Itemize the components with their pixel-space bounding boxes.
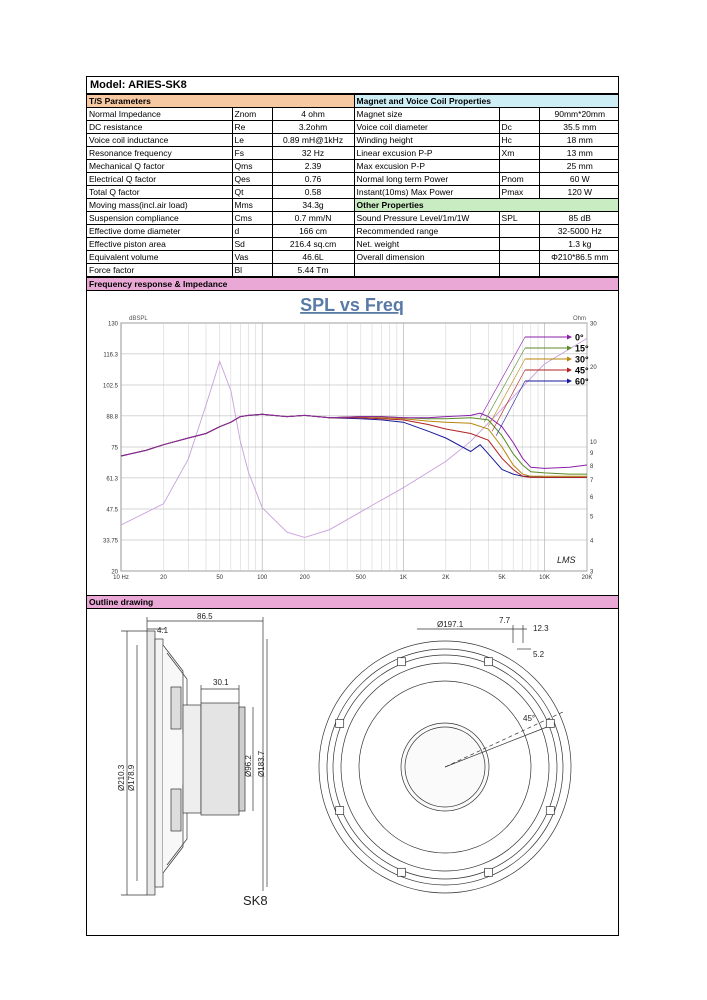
mounting-hole: [546, 719, 554, 727]
svg-text:Ø183.7: Ø183.7: [257, 750, 266, 777]
prop-symbol: Pmax: [499, 186, 539, 199]
ts-param-name: Force factor: [87, 264, 232, 277]
y-tick-label: 130: [107, 321, 118, 328]
prop-name: Max excusion P-P: [354, 160, 499, 173]
ts-param-symbol: Qes: [232, 173, 272, 186]
outline-drawing: [87, 609, 618, 917]
table-row: [87, 212, 619, 225]
prop-value: 32-5000 Hz: [539, 225, 619, 238]
svg-text:Ø210.3: Ø210.3: [117, 764, 126, 791]
ts-param-name: Resonance frequency: [87, 147, 232, 160]
y2-tick-label: 7: [590, 478, 594, 485]
x-tick-label: 5K: [498, 575, 506, 581]
ts-param-name: Normal Impedance: [87, 108, 232, 121]
mounting-hole: [485, 658, 493, 666]
model-drawing-label: SK8: [243, 893, 268, 908]
prop-name: Sound Pressure Level/1m/1W: [354, 212, 499, 225]
ts-param-value: 34.3g: [272, 199, 354, 212]
mounting-hole: [485, 868, 493, 876]
y-tick-label: 75: [111, 445, 118, 452]
y-tick-label: 102.5: [102, 383, 118, 390]
table-row: [87, 225, 619, 238]
y-tick-label: 88.8: [106, 414, 118, 421]
prop-value: 90mm*20mm: [539, 108, 619, 121]
model-title: Model: ARIES-SK8: [87, 77, 618, 94]
y2-tick-label: 6: [590, 494, 594, 501]
mounting-hole: [336, 807, 344, 815]
ts-param-name: Suspension compliance: [87, 212, 232, 225]
prop-symbol: [499, 225, 539, 238]
y2-tick-label: 10: [590, 439, 597, 446]
prop-name: Linear excusion P-P: [354, 147, 499, 160]
y-tick-label: 116.3: [103, 352, 118, 359]
legend-label: 15°: [575, 343, 589, 354]
spec-sheet: [86, 76, 619, 936]
y2-tick-label: 20: [590, 365, 597, 372]
prop-symbol: Hc: [499, 134, 539, 147]
x-tick-label: 20: [160, 575, 167, 581]
chart-title: SPL vs Freq: [300, 295, 404, 315]
y2-tick-label: 30: [590, 321, 597, 328]
prop-symbol: Xm: [499, 147, 539, 160]
prop-symbol: SPL: [499, 212, 539, 225]
table-row: [87, 186, 619, 199]
x-tick-label: 10 Hz: [113, 575, 129, 581]
prop-name: Overall dimension: [354, 251, 499, 264]
prop-name: Instant(10ms) Max Power: [354, 186, 499, 199]
ts-param-name: Mechanical Q factor: [87, 160, 232, 173]
right-axis-label: Ohm: [573, 316, 587, 322]
y-tick-label: 47.5: [106, 507, 118, 514]
spl-vs-freq-chart: [87, 291, 618, 595]
freq-section-header: Frequency response & Impedance: [87, 277, 618, 291]
prop-name: Recommended range: [354, 225, 499, 238]
prop-value: 1.3 kg: [539, 238, 619, 251]
ts-param-value: 4 ohm: [272, 108, 354, 121]
ts-param-symbol: Le: [232, 134, 272, 147]
table-row: [87, 147, 619, 160]
table-row: [87, 108, 619, 121]
ts-param-value: 0.58: [272, 186, 354, 199]
ts-param-value: 32 Hz: [272, 147, 354, 160]
prop-value: 120 W: [539, 186, 619, 199]
legend-label: 30°: [575, 354, 589, 365]
prop-value: 85 dB: [539, 212, 619, 225]
y2-tick-label: 3: [590, 569, 594, 576]
y-tick-label: 61.3: [106, 476, 118, 483]
ts-param-name: Effective dome diameter: [87, 225, 232, 238]
mounting-hole: [397, 658, 405, 666]
flange: [147, 631, 155, 895]
outline-section-header: Outline drawing: [87, 595, 618, 609]
x-tick-label: 200: [299, 575, 310, 581]
ts-param-name: Effective piston area: [87, 238, 232, 251]
ts-param-symbol: Mms: [232, 199, 272, 212]
ts-param-value: 0.89 mH@1kHz: [272, 134, 354, 147]
y2-tick-label: 8: [590, 463, 594, 470]
ts-param-value: 2.39: [272, 160, 354, 173]
ts-param-value: 0.76: [272, 173, 354, 186]
prop-symbol: [499, 108, 539, 121]
chart-grid: [121, 323, 587, 571]
svg-text:30.1: 30.1: [213, 678, 229, 687]
y-tick-label: 20: [111, 569, 118, 576]
ts-param-value: 166 cm: [272, 225, 354, 238]
ts-param-symbol: d: [232, 225, 272, 238]
svg-text:12.3: 12.3: [533, 624, 549, 633]
table-row: [87, 238, 619, 251]
ts-param-symbol: Sd: [232, 238, 272, 251]
prop-value: 60 W: [539, 173, 619, 186]
prop-value: 18 mm: [539, 134, 619, 147]
prop-name: Net. weight: [354, 238, 499, 251]
y-tick-label: 33.75: [102, 538, 118, 545]
watermark: LMS: [557, 555, 576, 565]
ts-param-name: DC resistance: [87, 121, 232, 134]
ts-param-value: 3.2ohm: [272, 121, 354, 134]
ts-param-symbol: Vas: [232, 251, 272, 264]
x-tick-label: 1K: [399, 575, 408, 581]
prop-name: [354, 264, 499, 277]
svg-text:Ø197.1: Ø197.1: [437, 620, 464, 629]
other-header: Other Properties: [354, 199, 619, 212]
prop-symbol: [499, 238, 539, 251]
prop-symbol: [499, 160, 539, 173]
prop-name: Normal long term Power: [354, 173, 499, 186]
svg-text:4.1: 4.1: [157, 626, 169, 635]
svg-text:7.7: 7.7: [499, 616, 511, 625]
prop-value: 25 mm: [539, 160, 619, 173]
x-tick-label: 100: [257, 575, 268, 581]
prop-symbol: [499, 264, 539, 277]
prop-name: Winding height: [354, 134, 499, 147]
spec-table: [87, 94, 619, 277]
legend-label: 0°: [575, 332, 584, 343]
mvc-header: Magnet and Voice Coil Properties: [354, 95, 619, 108]
y2-tick-label: 5: [590, 514, 594, 521]
svg-text:45°: 45°: [523, 714, 536, 723]
table-row: [87, 199, 619, 212]
ts-param-name: Electrical Q factor: [87, 173, 232, 186]
prop-value: Φ210*86.5 mm: [539, 251, 619, 264]
y2-tick-label: 9: [590, 451, 594, 458]
table-row: [87, 160, 619, 173]
prop-value: 35.5 mm: [539, 121, 619, 134]
legend-label: 60°: [575, 376, 589, 387]
table-row: [87, 251, 619, 264]
mounting-hole: [397, 868, 405, 876]
magnet: [201, 703, 239, 815]
legend-label: 45°: [575, 365, 589, 376]
ts-param-value: 0.7 mm/N: [272, 212, 354, 225]
prop-symbol: Pnom: [499, 173, 539, 186]
svg-text:Ø96.2: Ø96.2: [244, 755, 253, 777]
x-tick-label: 2K: [442, 575, 450, 581]
ts-param-name: Voice coil inductance: [87, 134, 232, 147]
x-tick-label: 500: [355, 575, 366, 581]
ts-param-symbol: Bl: [232, 264, 272, 277]
mounting-hole: [336, 719, 344, 727]
ts-param-value: 5.44 Tm: [272, 264, 354, 277]
outline-drawing-panel: [87, 609, 618, 917]
x-tick-label: 10K: [539, 575, 550, 581]
table-row: [87, 264, 619, 277]
ts-param-symbol: Cms: [232, 212, 272, 225]
svg-text:5.2: 5.2: [533, 650, 545, 659]
ts-param-symbol: Qms: [232, 160, 272, 173]
y2-tick-label: 4: [590, 538, 594, 545]
ts-param-symbol: Fs: [232, 147, 272, 160]
x-tick-label: 20K: [581, 575, 593, 581]
ts-param-name: Total Q factor: [87, 186, 232, 199]
ts-param-symbol: Znom: [232, 108, 272, 121]
table-row: [87, 121, 619, 134]
front-view: [319, 625, 571, 893]
svg-text:Ø178.9: Ø178.9: [127, 764, 136, 791]
prop-symbol: [499, 251, 539, 264]
ts-param-value: 216.4 sq.cm: [272, 238, 354, 251]
mounting-hole: [546, 807, 554, 815]
table-row: [87, 134, 619, 147]
table-row: [87, 173, 619, 186]
front-dims-text: [437, 616, 549, 723]
prop-value: [539, 264, 619, 277]
prop-value: 13 mm: [539, 147, 619, 160]
left-axis-label: dBSPL: [129, 316, 148, 322]
ts-param-name: Moving mass(incl.air load): [87, 199, 232, 212]
ts-param-name: Equivalent volume: [87, 251, 232, 264]
ts-param-symbol: Qt: [232, 186, 272, 199]
ts-param-value: 46.6L: [272, 251, 354, 264]
ts-param-symbol: Re: [232, 121, 272, 134]
table-header-row: [87, 95, 619, 108]
x-tick-label: 50: [216, 575, 224, 581]
svg-text:86.5: 86.5: [197, 612, 213, 621]
prop-symbol: Dc: [499, 121, 539, 134]
prop-name: Magnet size: [354, 108, 499, 121]
spl-chart-panel: [87, 291, 618, 595]
prop-name: Voice coil diameter: [354, 121, 499, 134]
ts-header: T/S Parameters: [87, 95, 354, 108]
